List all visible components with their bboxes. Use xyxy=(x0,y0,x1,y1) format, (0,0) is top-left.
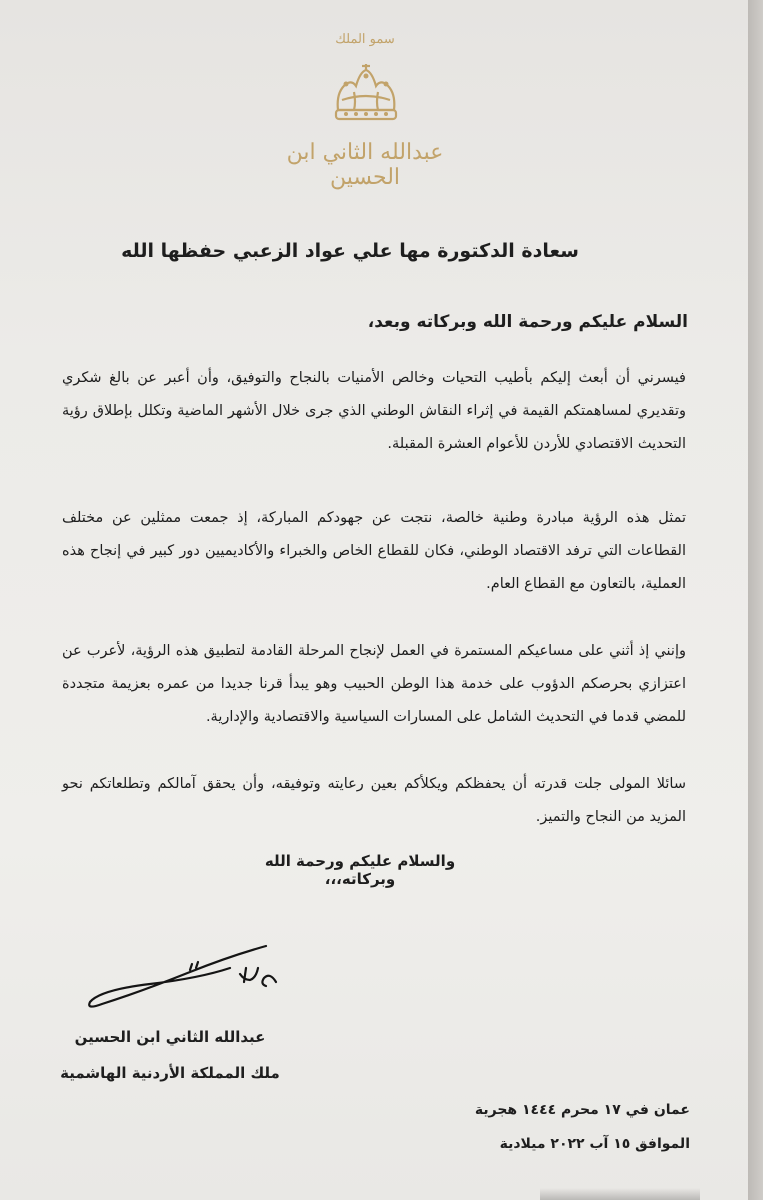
recipient-line: سعادة الدكتورة مها علي عواد الزعبي حفظها الله xyxy=(121,240,579,262)
paragraph-3: وإنني إذ أثني على مساعيكم المستمرة في العمل لإنجاح المرحلة القادمة لتطبيق هذه الرؤية، لأعرب عن اعتزازي بحرصكم الدؤوب على خدمة هذا الوطن الحبيب وهو يبدأ قرنا جديدا من عمره بعزيمة متجددة للمضي قدما في التحديث الشامل على المسارات السياسية والاقتصادية والإدارية. xyxy=(62,643,686,725)
letterhead-court-name: عبدالله الثاني ابن الحسين xyxy=(286,140,444,190)
page-shadow xyxy=(540,1188,700,1200)
paragraph-2: تمثل هذه الرؤية مبادرة وطنية خالصة، نتجت عن جهودكم المباركة، إذ جمعت ممثلين عن مختلف القطاعات التي ترفد الاقتصاد الوطني، فكان للقطاع الخاص والخبراء والأكاديميين دور كبير في إنجاح هذه العملية، بالتعاون مع القطاع العام. xyxy=(62,510,686,592)
gregorian-date: الموافق ١٥ آب ٢٠٢٢ ميلادية xyxy=(499,1136,690,1152)
royal-crown-icon xyxy=(328,62,404,128)
paragraph-1: فيسرني أن أبعث إليكم بأطيب التحيات وخالص الأمنيات بالنجاح والتوفيق، وأن أعبر عن بالغ شكري وتقديري لمساهمتكم القيمة في إثراء النقاش الوطني الذي جرى خلال الأشهر الماضية وتكلل بإطلاق رؤية التحديث الاقتصادي للأردن للأعوام العشرة المقبلة. xyxy=(62,370,686,452)
greeting-line: السلام عليكم ورحمة الله وبركاته وبعد، xyxy=(367,312,688,332)
hijri-date: عمان في ١٧ محرم ١٤٤٤ هجرية xyxy=(474,1102,690,1118)
handwritten-signature xyxy=(80,938,280,1020)
paragraph-4: سائلا المولى جلت قدرته أن يحفظكم ويكلأكم بعين رعايته وتوفيقه، وأن يحقق آمالكم وتطلعاتكم نحو المزيد من النجاح والتميز. xyxy=(62,776,686,825)
signatory-title: ملك المملكة الأردنية الهاشمية xyxy=(60,1064,280,1082)
closing-line: والسلام عليكم ورحمة الله وبركاته،،، xyxy=(264,852,456,888)
page-edge xyxy=(748,0,763,1200)
signatory-name: عبدالله الثاني ابن الحسين xyxy=(74,1028,266,1046)
letterhead-inscription: سمو الملك xyxy=(335,32,395,47)
